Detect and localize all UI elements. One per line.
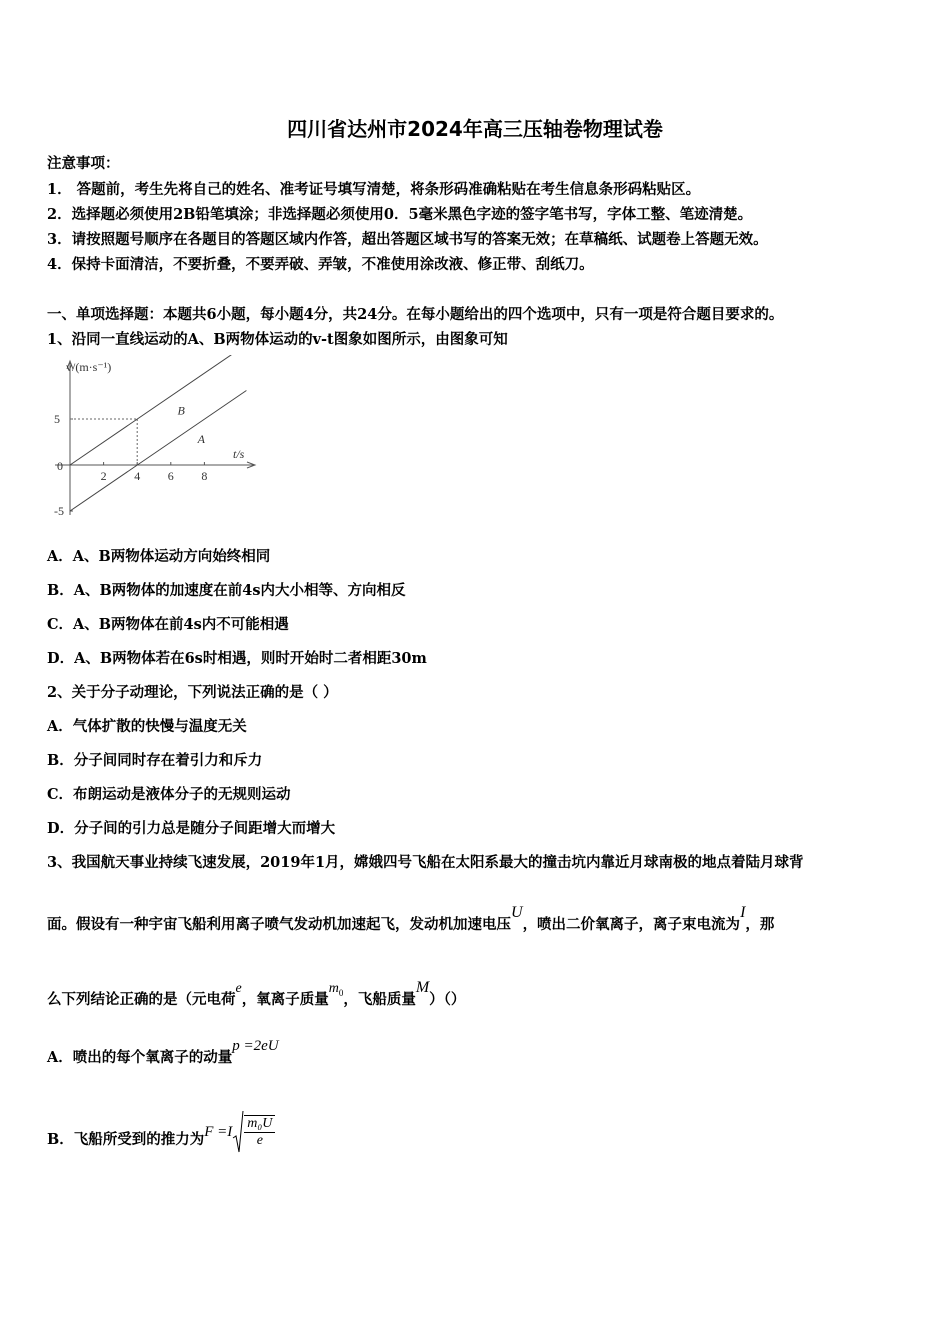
x-axis-label: t/s <box>233 447 245 461</box>
q3-option-b-text: B．飞船所受到的推力为 <box>47 1131 205 1148</box>
section-heading: 一、单项选择题：本题共6小题，每小题4分，共24分。在每小题给出的四个选项中，只有一项是符合题目要求的。 <box>47 306 784 323</box>
question-1-stem: 1、沿同一直线运动的A、B两物体运动的v-t图象如图所示，由图象可知 <box>47 331 508 348</box>
vt-graph <box>43 355 263 520</box>
symbol-e: e <box>235 981 242 996</box>
notice-item-2: 2．选择题必须使用2B铅笔填涂；非选择题必须使用0．5毫米黑色字迹的签字笔书写，字体工整、笔迹清楚。 <box>47 206 753 223</box>
y-tick-label: 5 <box>54 412 60 426</box>
sqrt-expression <box>232 1110 275 1154</box>
fraction-denominator: e <box>256 1133 263 1148</box>
question-3-line2 <box>47 904 775 934</box>
q2-option-c: C．布朗运动是液体分子的无规则运动 <box>47 786 291 803</box>
q3-line3-text-a: 么下列结论正确的是（元电荷 <box>47 991 236 1008</box>
fraction-numerator: m₀U <box>244 1116 275 1133</box>
series-label-b: B <box>177 403 185 418</box>
q3-option-a <box>47 1038 279 1067</box>
question-2-stem: 2、关于分子动理论，下列说法正确的是（ ） <box>47 684 338 701</box>
y-tick-label: -5 <box>54 504 64 518</box>
page-title: 四川省达州市2024年高三压轴卷物理试卷 <box>287 117 663 141</box>
q3-line2-text-c: ，那 <box>745 916 775 933</box>
sqrt-fraction <box>244 1115 275 1149</box>
q3-line3-text-b: ，氧离子质量 <box>241 991 329 1008</box>
q3-option-b-lhs: F =I <box>204 1124 233 1140</box>
q2-option-a: A．气体扩散的快慢与温度无关 <box>47 718 247 735</box>
sqrt-sign-icon <box>232 1110 244 1154</box>
notice-item-1: 1． 答题前，考生先将自己的姓名、准考证号填写清楚，将条形码准确粘贴在考生信息条形码粘贴区。 <box>47 181 701 198</box>
question-3-line1: 3、我国航天事业持续飞速发展，2019年1月，嫦娥四号飞船在太阳系最大的撞击坑内靠近月球南极的地点着陆月球背 <box>47 854 804 871</box>
q3-option-a-formula: p =2eU <box>232 1038 279 1054</box>
symbol-m0 <box>329 981 344 996</box>
x-tick-label: 8 <box>201 469 208 483</box>
notice-item-4: 4．保持卡面清洁，不要折叠，不要弄破、弄皱，不准使用涂改液、修正带、刮纸刀。 <box>47 256 594 273</box>
notice-item-3: 3．请按照题号顺序在各题目的答题区域内作答，超出答题区域书写的答案无效；在草稿纸、试题卷上答题无效。 <box>47 231 768 248</box>
q3-line2-text-a: 面。假设有一种宇宙飞船利用离子喷气发动机加速起飞，发动机加速电压 <box>47 916 511 933</box>
symbol-i: I <box>740 904 746 921</box>
series-line-a <box>70 390 246 511</box>
origin-label: 0 <box>57 459 63 473</box>
symbol-m0-subscript: 0 <box>338 987 344 998</box>
question-3-line3 <box>47 979 466 1010</box>
q2-option-b: B．分子间同时存在着引力和斥力 <box>47 752 263 769</box>
x-tick-label: 6 <box>167 469 174 483</box>
q2-option-d: D．分子间的引力总是随分子间距增大而增大 <box>47 820 336 837</box>
x-tick-label: 2 <box>100 469 107 483</box>
q3-option-b <box>47 1118 275 1162</box>
series-label-a: A <box>197 431 206 446</box>
notice-heading: 注意事项： <box>47 155 120 172</box>
q3-line3-text-c: ，飞船质量 <box>343 991 416 1008</box>
y-axis-label: v/(m·s⁻¹) <box>66 360 112 374</box>
q3-line3-text-d: ）（） <box>429 991 466 1008</box>
symbol-m0-base: m <box>328 981 339 996</box>
q3-option-a-text: A．喷出的每个氧离子的动量 <box>47 1049 233 1066</box>
symbol-m: M <box>415 979 430 996</box>
x-tick-label: 4 <box>134 469 141 483</box>
q1-option-c: C．A、B两物体在前4s内不可能相遇 <box>47 616 289 633</box>
q1-option-b: B．A、B两物体的加速度在前4s内大小相等、方向相反 <box>47 582 406 599</box>
symbol-u: U <box>511 904 523 921</box>
q1-option-d: D．A、B两物体若在6s时相遇，则时开始时二者相距30m <box>47 650 427 667</box>
q1-option-a: A．A、B两物体运动方向始终相同 <box>47 548 271 565</box>
q3-line2-text-b: ，喷出二价氧离子，离子束电流为 <box>522 916 741 933</box>
